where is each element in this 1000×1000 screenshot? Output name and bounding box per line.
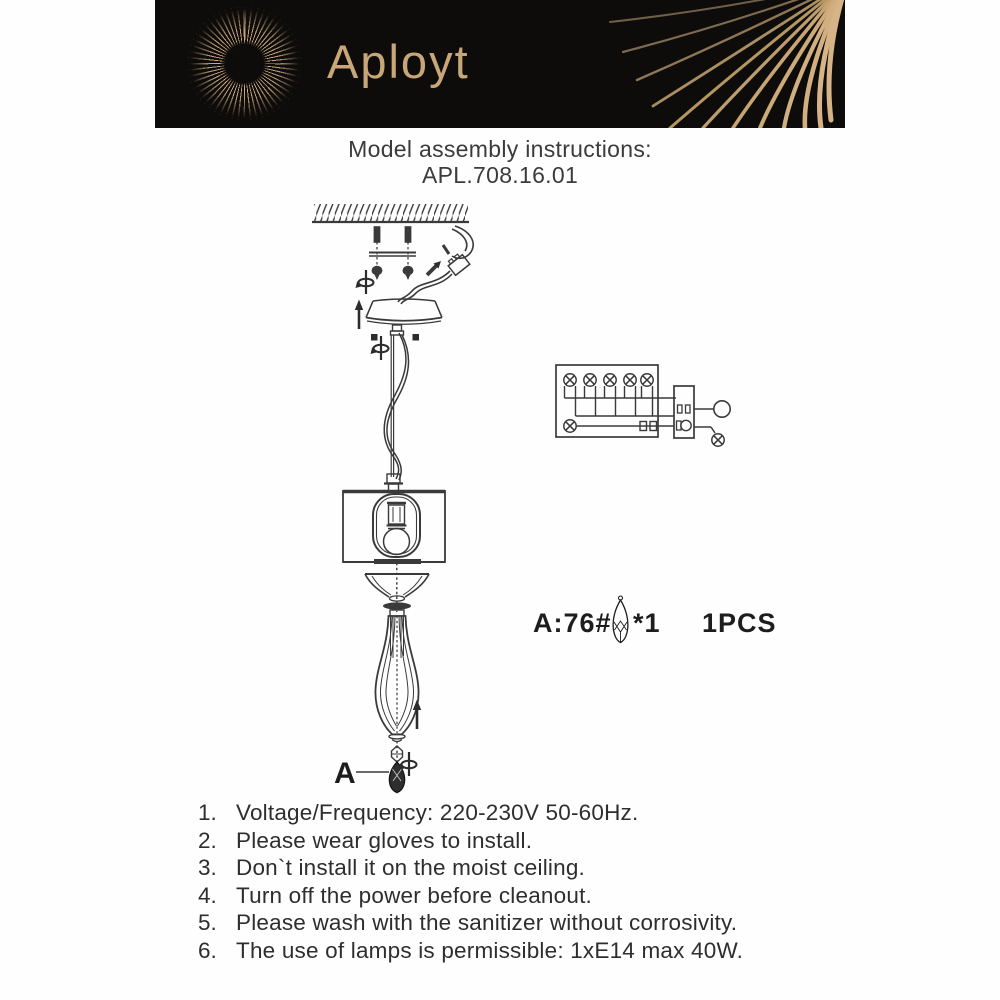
instruction-text: Please wash with the sanitizer without corrosivity. (236, 910, 738, 936)
ceiling-hatch (314, 204, 468, 222)
lamp-symbol-icon (712, 434, 724, 446)
part-code-label: A:76# (533, 608, 612, 638)
instruction-number: 2. (198, 827, 217, 853)
switch-button-symbol (714, 401, 730, 417)
rotate-symbol-icon (356, 270, 374, 294)
instruction-number: 5. (198, 910, 217, 936)
instruction-list (198, 799, 858, 965)
lamp-symbol-icon (564, 420, 576, 432)
instruction-number: 4. (198, 882, 217, 908)
instruction-item (198, 827, 858, 855)
lamp-symbol-icon (624, 374, 636, 386)
model-code: APL.708.16.01 (421, 162, 579, 188)
instruction-item (198, 882, 858, 910)
pendant-lamp-drawing (312, 204, 473, 794)
instruction-item (198, 799, 858, 827)
crystal-drop-icon (613, 596, 628, 643)
lamp-symbol-icon (564, 374, 576, 386)
lamp-symbol-icon (604, 374, 616, 386)
wiring-diagram (556, 365, 730, 446)
brand-wordmark: Aployt (327, 35, 470, 88)
attachment-point-label: A (334, 757, 356, 790)
instruction-text: Voltage/Frequency: 220-230V 50-60Hz. (236, 800, 639, 825)
light-bulb-icon (384, 529, 410, 555)
instruction-number: 1. (198, 800, 217, 825)
push-up-arrow-icon (355, 300, 363, 330)
instruction-item (198, 854, 858, 882)
instruction-text: Please wear gloves to install. (236, 827, 533, 853)
lamp-symbol-icon (641, 374, 653, 386)
part-multiplier-label: *1 (633, 608, 661, 638)
instruction-number: 6. (198, 937, 217, 963)
lamp-symbol-icon (584, 374, 596, 386)
instruction-item (198, 937, 858, 965)
instruction-text: The use of lamps is permissible: 1xE14 max 40W. (236, 937, 744, 963)
instruction-item (198, 909, 858, 937)
page-title: Model assembly instructions: (348, 136, 652, 162)
instruction-text: Turn off the power before cleanout. (236, 882, 592, 908)
instruction-number: 3. (198, 855, 217, 881)
part-quantity-label: 1PCS (702, 608, 777, 638)
instruction-text: Don`t install it on the moist ceiling. (236, 855, 586, 881)
